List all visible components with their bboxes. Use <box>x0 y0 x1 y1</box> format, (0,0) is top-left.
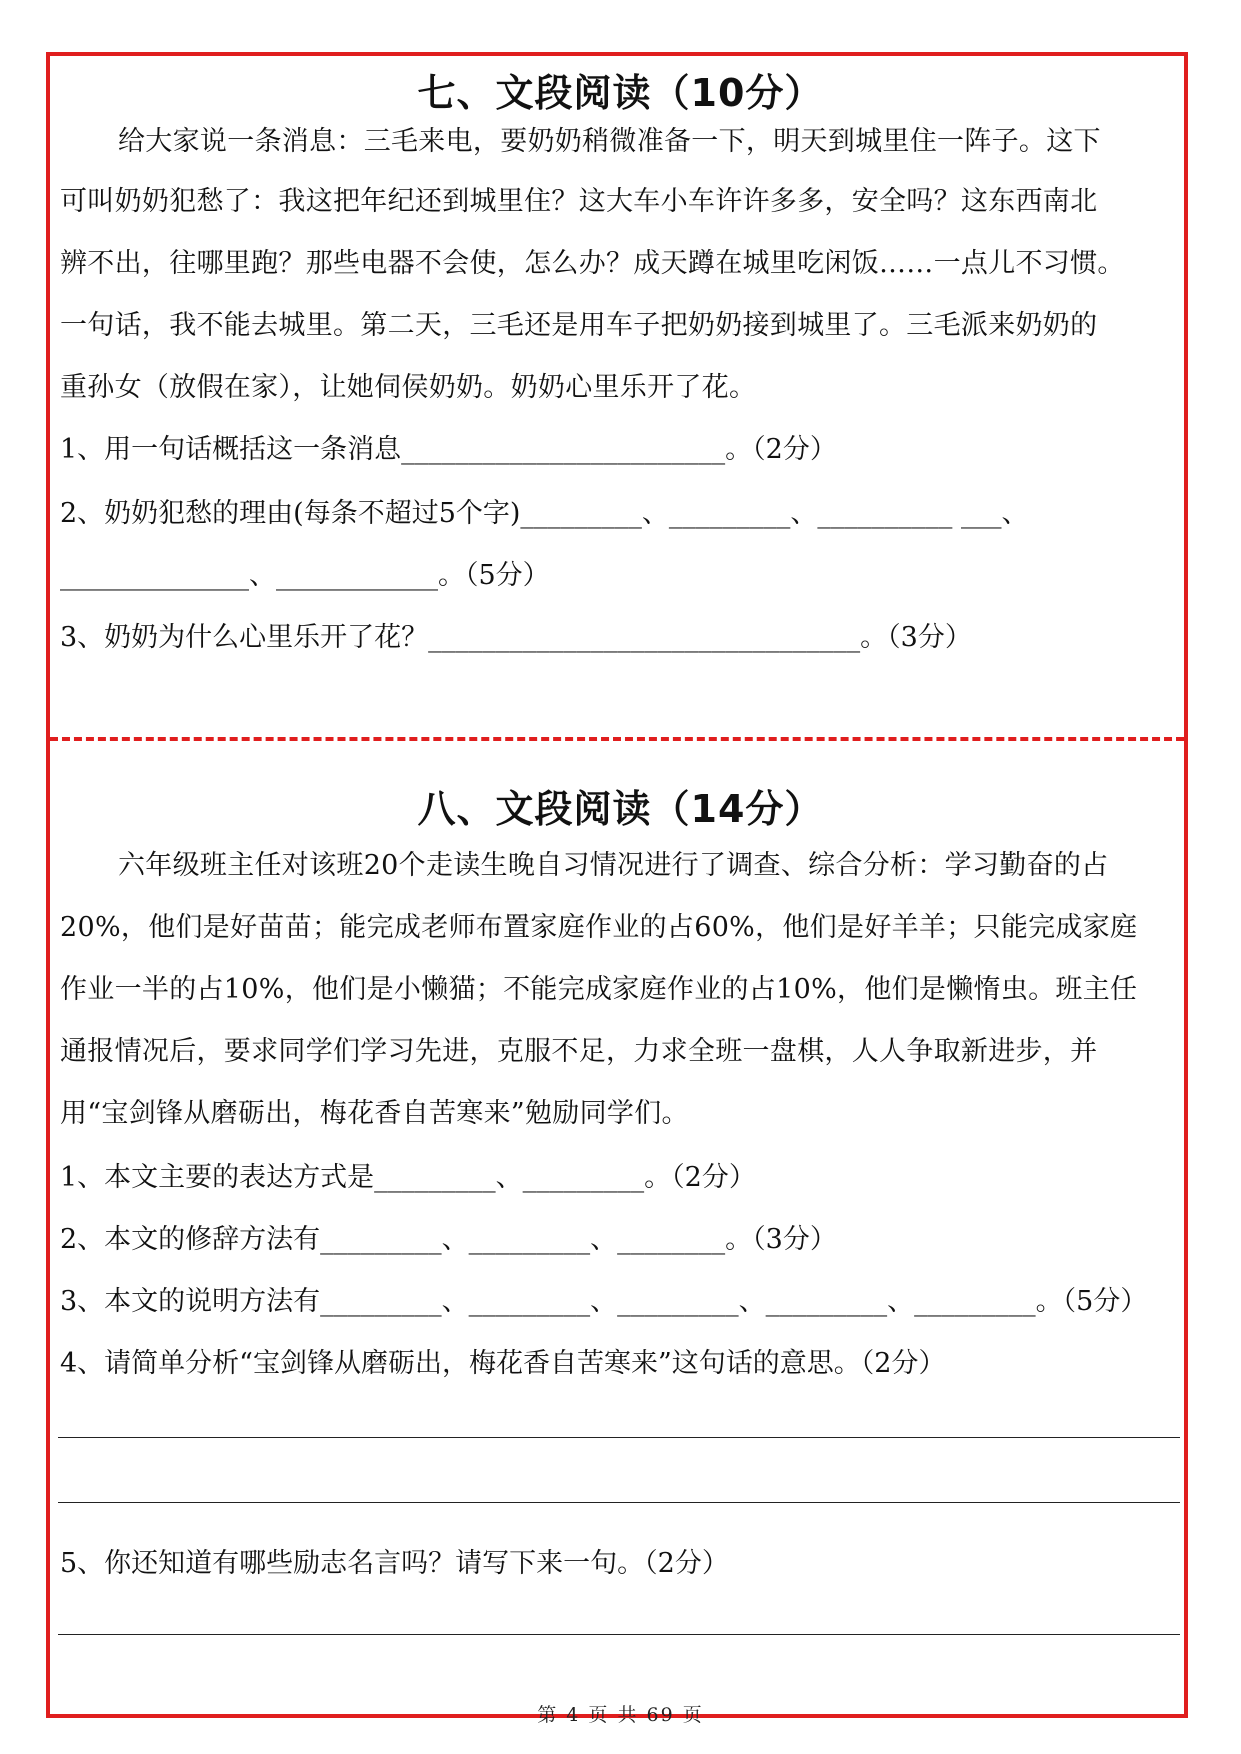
section8-paragraph-line: 通报情况后，要求同学们学习先进，克服不足，力求全班一盘棋，人人争取新进步，并 <box>60 1036 1098 1067</box>
section7-paragraph-line: 重孙女（放假在家），让她伺侯奶奶。奶奶心里乐开了花。 <box>60 372 757 403</box>
section8-question-4: 4、请简单分析“宝剑锋从磨砺出，梅花香自苦寒来”这句话的意思。（2分） <box>60 1348 946 1379</box>
section8-paragraph-line: 20%，他们是好苗苗；能完成老师布置家庭作业的占60%，他们是好羊羊；只能完成家庭 <box>60 912 1138 943</box>
section7-title: 七、文段阅读（10分） <box>417 71 824 115</box>
section8-title: 八、文段阅读（14分） <box>417 787 824 831</box>
section8-paragraph-line: 六年级班主任对该班20个走读生晚自习情况进行了调查、综合分析：学习勤奋的占 <box>118 850 1109 881</box>
section7-paragraph-line: 可叫奶奶犯愁了：我这把年纪还到城里住？这大车小车许许多多，安全吗？这东西南北 <box>60 186 1098 217</box>
section8-question-5: 5、你还知道有哪些励志名言吗？请写下来一句。（2分） <box>60 1548 729 1579</box>
section7-paragraph-line: 辨不出，往哪里跑？那些电器不会使，怎么办？成天蹲在城里吃闲饭……一点儿不习惯。 <box>60 248 1125 279</box>
section7-question-2: 2、奶奶犯愁的理由(每条不超过5个字)_________、_________、__________ ___、 <box>60 498 1029 529</box>
page-number: 第 4 页 共 69 页 <box>537 1704 704 1726</box>
section8-question-1: 1、本文主要的表达方式是_________、_________。（2分） <box>60 1162 756 1193</box>
section7-question-2-cont: ______________、____________。（5分） <box>60 560 550 591</box>
answer-line <box>58 1634 1180 1635</box>
answer-line <box>58 1437 1180 1438</box>
section8-paragraph-line: 作业一半的占10%，他们是小懒猫；不能完成家庭作业的占10%，他们是懒惰虫。班主任 <box>60 974 1138 1005</box>
section-divider <box>50 737 1184 741</box>
section7-paragraph-line: 给大家说一条消息：三毛来电，要奶奶稍微准备一下，明天到城里住一阵子。这下 <box>118 126 1101 157</box>
section7-paragraph-line: 一句话，我不能去城里。第二天，三毛还是用车子把奶奶接到城里了。三毛派来奶奶的 <box>60 310 1098 341</box>
section8-paragraph-line: 用“宝剑锋从磨砺出，梅花香自苦寒来”勉励同学们。 <box>60 1098 689 1129</box>
section7-question-1: 1、用一句话概括这一条消息________________________。（2分） <box>60 434 837 465</box>
section8-question-3: 3、本文的说明方法有_________、_________、_________、_________、_________。（5分） <box>60 1286 1148 1317</box>
answer-line <box>58 1502 1180 1503</box>
section7-question-3: 3、奶奶为什么心里乐开了花？________________________________。（3分） <box>60 622 972 653</box>
section8-question-2: 2、本文的修辞方法有_________、_________、________。（3分） <box>60 1224 837 1255</box>
